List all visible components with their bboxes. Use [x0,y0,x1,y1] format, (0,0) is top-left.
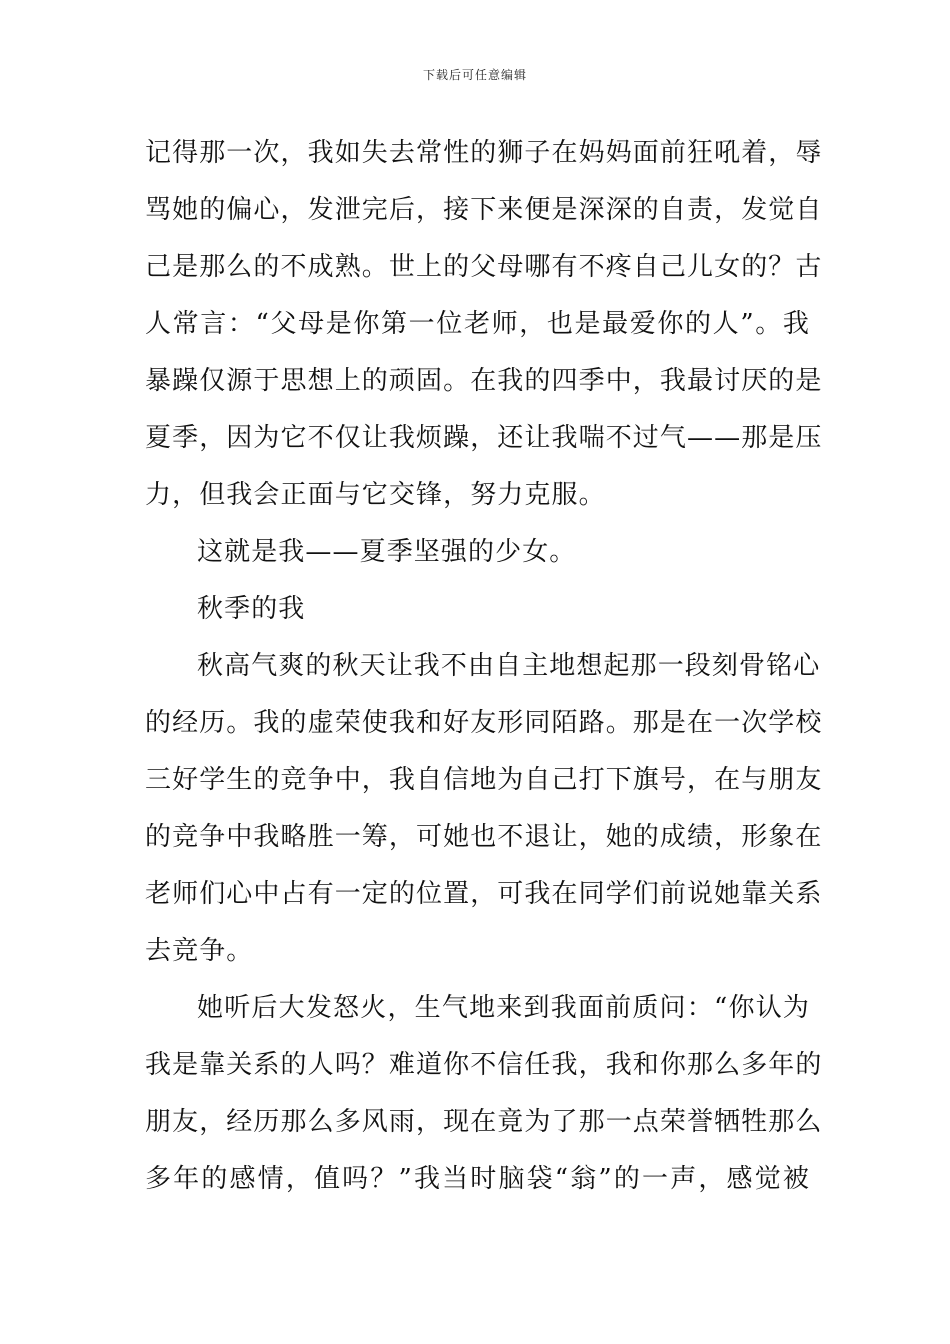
text-line: 的竞争中我略胜一筹，可她也不退让，她的成绩，形象在 [145,822,823,852]
text-line: 力，但我会正面与它交锋，努力克服。 [145,480,606,510]
text-line: 她听后大发怒火，生气地来到我面前质问：“你认为 [197,993,810,1023]
text-line: 夏季，因为它不仅让我烦躁，还让我喘不过气——那是压 [145,423,823,453]
text-line: 多年的感情，值吗？”我当时脑袋“翁”的一声，感觉被 [145,1164,810,1194]
page-header: 下载后可任意编辑 [422,68,527,82]
text-line: 人常言：“父母是你第一位老师，也是最爱你的人”。我 [145,309,810,339]
text-line: 秋高气爽的秋天让我不由自主地想起那一段刻骨铭心 [197,651,821,681]
text-line: 记得那一次，我如失去常性的狮子在妈妈面前狂吼着，辱 [145,138,823,168]
text-line: 朋友，经历那么多风雨，现在竟为了那一点荣誉牺牲那么 [145,1107,823,1137]
text-line: 我是靠关系的人吗？难道你不信任我，我和你那么多年的 [145,1050,823,1080]
text-line: 老师们心中占有一定的位置，可我在同学们前说她靠关系 [145,879,823,909]
text-line: 三好学生的竞争中，我自信地为自己打下旗号，在与朋友 [145,765,823,795]
text-line: 去竞争。 [145,936,254,966]
text-line: 骂她的偏心，发泄完后，接下来便是深深的自责，发觉自 [145,195,823,225]
section-heading: 秋季的我 [197,594,306,624]
text-line: 暴躁仅源于思想上的顽固。在我的四季中，我最讨厌的是 [145,366,823,396]
body-text [145,125,823,1208]
text-line: 这就是我——夏季坚强的少女。 [197,537,577,567]
text-line: 的经历。我的虚荣使我和好友形同陌路。那是在一次学校 [145,708,823,738]
text-line: 己是那么的不成熟。世上的父母哪有不疼自己儿女的？古 [145,252,823,282]
